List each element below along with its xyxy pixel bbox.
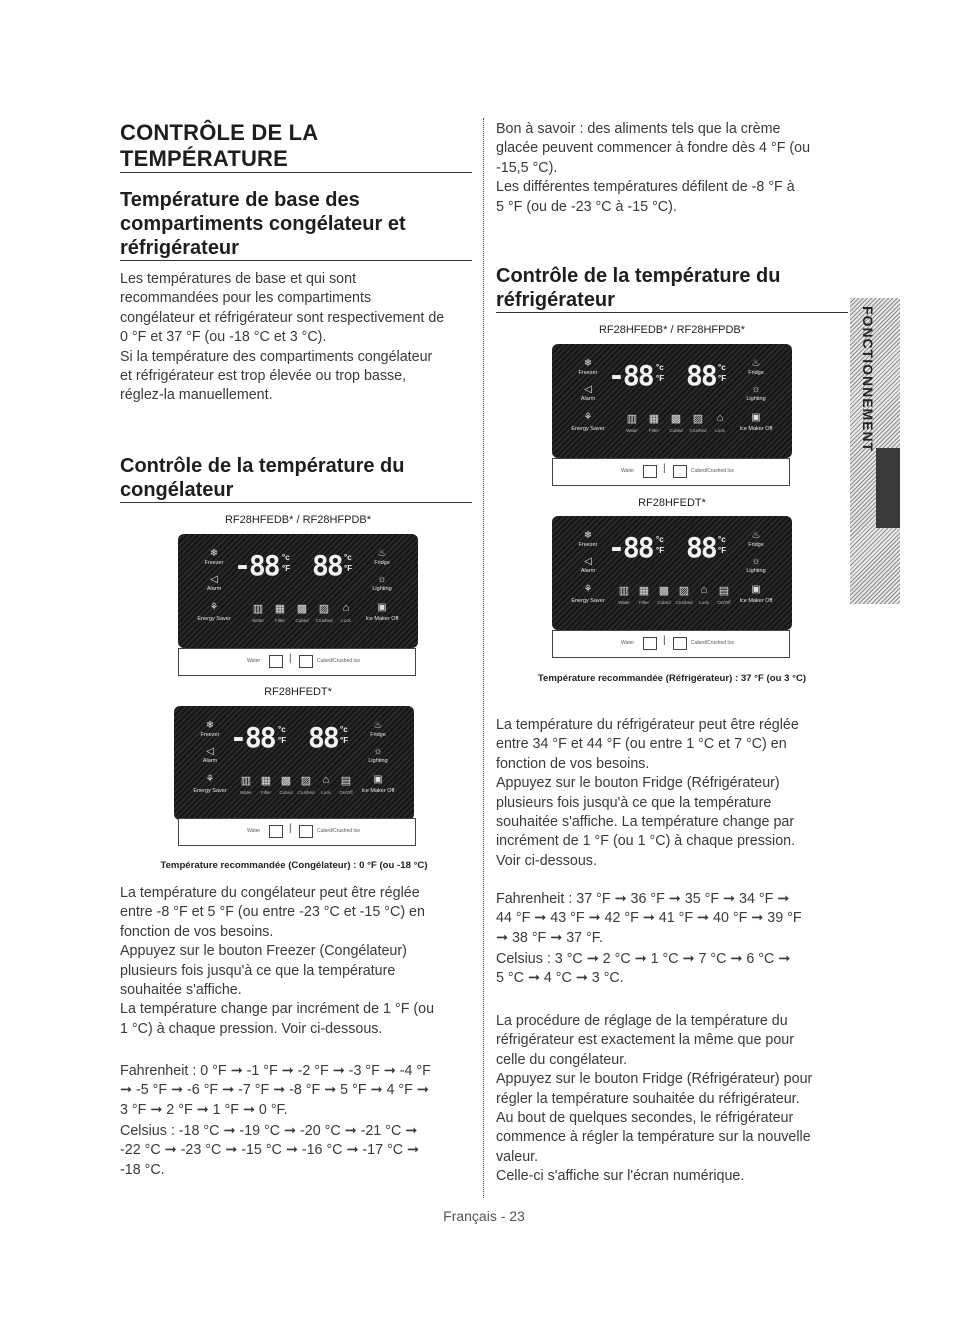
bottom-label: Crushed <box>315 618 333 623</box>
side-tab-marker <box>876 448 900 528</box>
ice-maker-off-label: Ice Maker Off <box>739 598 773 604</box>
energy-saver-label: Energy Saver <box>571 598 605 604</box>
ice-maker-icon: ▣ <box>751 412 761 423</box>
fridge-unit-c: °c <box>344 553 352 562</box>
lock-icon: ⌂ <box>322 774 330 786</box>
model-label: RF28HFEDB* / RF28HFPDB* <box>598 324 746 336</box>
freezer-label: Freezer <box>200 732 220 738</box>
freezer-label: Freezer <box>578 542 598 548</box>
water-label: Water <box>247 658 261 664</box>
alarm-label: Alarm <box>580 568 596 574</box>
dispenser-bar <box>552 458 790 486</box>
bottom-label: Filter <box>275 618 285 623</box>
freezer-unit-c: °c <box>656 535 664 544</box>
ice-button <box>673 465 687 478</box>
filter-icon: ▦ <box>260 775 272 787</box>
fridge-unit-f: °F <box>718 546 727 555</box>
section-base-temperatures-text: Les températures de base et qui sont recommandées pour les compartiments congélateur et réfrigérateur sont respectivement de 0 °F et 37 °F (ou -18 °C et 3 °C). Si la température des compartiments congélateur et réfrigérateur est trop élevée ou trop basse, réglez-la manuellement. <box>120 271 445 404</box>
freezer-icon: ❄ <box>205 720 215 731</box>
freezer-icon: ❄ <box>209 548 219 559</box>
alarm-icon: ◁ <box>210 574 218 585</box>
water-button <box>269 825 283 838</box>
energy-saver-icon: ⚘ <box>205 774 215 785</box>
ice-button <box>299 655 313 668</box>
dispenser-bar <box>178 818 416 846</box>
page-footer: Français - 23 <box>443 1208 525 1224</box>
section-side-tab <box>850 298 900 604</box>
control-panel-image <box>178 534 418 648</box>
control-panel-image <box>552 344 792 458</box>
fridge-digits: 88 <box>312 549 342 582</box>
alarm-label: Alarm <box>580 396 596 402</box>
energy-saver-label: Energy Saver <box>197 616 231 622</box>
lighting-icon: ☼ <box>751 556 761 567</box>
lighting-icon: ☼ <box>751 384 761 395</box>
lighting-icon: ☼ <box>377 574 387 585</box>
lock-icon: ⌂ <box>700 584 708 596</box>
bottom-label: Water <box>240 790 252 795</box>
lighting-label: Lighting <box>746 396 766 402</box>
crushed-icon: ▨ <box>318 603 330 615</box>
separator: | <box>289 653 292 664</box>
lock-icon: ⌂ <box>342 602 350 614</box>
bottom-label: Water <box>618 600 630 605</box>
energy-saver-label: Energy Saver <box>571 426 605 432</box>
freezer-digits: -88 <box>234 549 279 582</box>
side-tab-label: FONCTIONNEMENT <box>860 306 876 453</box>
section-title-base-temperatures: Température de base des compartiments congélateur et réfrigérateur <box>120 188 472 261</box>
ice-button <box>299 825 313 838</box>
fridge-digits: 88 <box>308 721 338 754</box>
filter-icon: ▦ <box>638 585 650 597</box>
dispenser-bar <box>552 630 790 658</box>
figure-caption-freezer: Température recommandée (Congélateur) : 0 °F (ou -18 °C) <box>160 860 428 871</box>
bottom-label: Crushed <box>675 600 693 605</box>
bottom-label: On/Off <box>339 790 353 795</box>
water-label: Water <box>621 640 635 646</box>
column-divider <box>483 118 484 1198</box>
fridge-icon: ♨ <box>373 720 383 731</box>
crushed-icon: ▨ <box>300 775 312 787</box>
freezer-digits: -88 <box>230 721 275 754</box>
water-button <box>643 465 657 478</box>
figure-caption-fridge: Température recommandée (Réfrigérateur) : 37 °F (ou 3 °C) <box>537 673 807 684</box>
bottom-label: Cubed <box>669 428 683 433</box>
freezer-unit-c: °c <box>278 725 286 734</box>
water-icon: ▥ <box>618 585 630 597</box>
section-title-fridge: Contrôle de la température du réfrigérateur <box>496 264 848 313</box>
freezer-label: Freezer <box>204 560 224 566</box>
freezer-unit-f: °F <box>278 736 287 745</box>
fridge-label: Fridge <box>748 370 764 376</box>
bottom-label: Lock <box>715 428 725 433</box>
fridge-unit-f: °F <box>340 736 349 745</box>
water-icon: ▥ <box>252 603 264 615</box>
energy-saver-label: Energy Saver <box>193 788 227 794</box>
ice-label: Cubed/Crushed Ice <box>691 468 735 474</box>
fridge-label: Fridge <box>748 542 764 548</box>
fridge-icon: ♨ <box>377 548 387 559</box>
bottom-label: Crushed <box>297 790 315 795</box>
freezer-digits: -88 <box>608 359 653 392</box>
fridge-unit-c: °c <box>718 363 726 372</box>
freezer-fahrenheit-sequence: Fahrenheit : 0 °F ➞ -1 °F ➞ -2 °F ➞ -3 °F ➞ -4 °F ➞ -5 °F ➞ -6 °F ➞ -7 °F ➞ -8 °F ➞ 5 °F ➞ 4 °F ➞ 3 °F ➞ 2 °F ➞ 1 °F ➞ 0 °F. <box>120 1063 431 1118</box>
freezer-unit-f: °F <box>656 546 665 555</box>
water-button <box>269 655 283 668</box>
bottom-label: Crushed <box>689 428 707 433</box>
bottom-label: Filter <box>639 600 649 605</box>
freezer-instructions: La température du congélateur peut être réglée entre -8 °F et 5 °F (ou entre -23 °C et -15 °C) en fonction de vos besoins. Appuyez sur le bouton Freezer (Congélateur) plusieurs fois jusqu'à ce que la température souhaitée s'affiche. La température change par incrément de 1 °F (ou 1 °C) à chaque pression. Voir ci-dessous. <box>120 885 435 1037</box>
fridge-icon: ♨ <box>751 530 761 541</box>
fridge-procedure: La procédure de réglage de la température du réfrigérateur est exactement la même que pour celle du congélateur. Appuyez sur le bouton Fridge (Réfrigérateur) pour régler la température souhaitée du réfrigérateur. Au bout de quelques secondes, le réfrigérateur commence à régler la température sur la nouvelle valeur. Celle-ci s'affiche sur l'écran numérique. <box>496 1013 813 1185</box>
ice-maker-icon: ▣ <box>373 774 383 785</box>
crushed-icon: ▨ <box>692 413 704 425</box>
control-panel-image <box>174 706 414 820</box>
energy-saver-icon: ⚘ <box>209 602 219 613</box>
control-panel-image <box>552 516 792 630</box>
water-label: Water <box>247 828 261 834</box>
fridge-unit-f: °F <box>718 374 727 383</box>
cubed-icon: ▩ <box>296 603 308 615</box>
bottom-label: Water <box>252 618 264 623</box>
fridge-icon: ♨ <box>751 358 761 369</box>
ice-maker-icon: ▣ <box>377 602 387 613</box>
lighting-label: Lighting <box>746 568 766 574</box>
page-title: CONTRÔLE DE LA TEMPÉRATURE <box>120 120 472 173</box>
ice-maker-off-label: Ice Maker Off <box>739 426 773 432</box>
model-label: RF28HFEDT* <box>638 497 706 509</box>
lock-icon: ⌂ <box>716 412 724 424</box>
ice-label: Cubed/Crushed Ice <box>691 640 735 646</box>
bottom-label: Filter <box>261 790 271 795</box>
fridge-unit-f: °F <box>344 564 353 573</box>
alarm-icon: ◁ <box>584 556 592 567</box>
alarm-icon: ◁ <box>206 746 214 757</box>
fridge-label: Fridge <box>370 732 386 738</box>
ice-maker-off-label: Ice Maker Off <box>361 788 395 794</box>
water-button <box>643 637 657 650</box>
bottom-label: Lock <box>341 618 351 623</box>
power-icon: ▤ <box>340 775 352 787</box>
fridge-celsius-sequence: Celsius : 3 °C ➞ 2 °C ➞ 1 °C ➞ 7 °C ➞ 6 °C ➞ 5 °C ➞ 4 °C ➞ 3 °C. <box>496 951 791 987</box>
bottom-label: Lock <box>699 600 709 605</box>
dispenser-bar <box>178 648 416 676</box>
fridge-digits: 88 <box>686 359 716 392</box>
cubed-icon: ▩ <box>280 775 292 787</box>
fridge-unit-c: °c <box>718 535 726 544</box>
lighting-label: Lighting <box>368 758 388 764</box>
energy-saver-icon: ⚘ <box>583 584 593 595</box>
fridge-label: Fridge <box>374 560 390 566</box>
freezer-unit-c: °c <box>282 553 290 562</box>
ice-maker-icon: ▣ <box>751 584 761 595</box>
separator: | <box>663 463 666 474</box>
ice-label: Cubed/Crushed Ice <box>317 828 361 834</box>
ice-label: Cubed/Crushed Ice <box>317 658 361 664</box>
bottom-label: Water <box>626 428 638 433</box>
fridge-instructions: La température du réfrigérateur peut être réglée entre 34 °F et 44 °F (ou entre 1 °C et 7 °C) en fonction de vos besoins. Appuyez sur le bouton Fridge (Réfrigérateur) plusieurs fois jusqu'à ce que la température souhaitée s'affiche. La température change par incrément de 1 °F (ou 1 °C) à chaque pression. Voir ci-dessous. <box>496 717 799 869</box>
crushed-icon: ▨ <box>678 585 690 597</box>
bottom-label: Lock <box>321 790 331 795</box>
fridge-digits: 88 <box>686 531 716 564</box>
bottom-label: On/Off <box>717 600 731 605</box>
fridge-fahrenheit-sequence: Fahrenheit : 37 °F ➞ 36 °F ➞ 35 °F ➞ 34 °F ➞ 44 °F ➞ 43 °F ➞ 42 °F ➞ 41 °F ➞ 40 °F ➞ 39 °F ➞ 38 °F ➞ 37 °F. <box>496 891 802 946</box>
ice-maker-off-label: Ice Maker Off <box>365 616 399 622</box>
intro-note: Bon à savoir : des aliments tels que la crème glacée peuvent commencer à fondre dès 4 °F (ou -15,5 °C). Les différentes températures défilent de -8 °F à 5 °F (ou de -23 °C à -15 °C). <box>496 121 811 215</box>
energy-saver-icon: ⚘ <box>583 412 593 423</box>
freezer-unit-f: °F <box>282 564 291 573</box>
cubed-icon: ▩ <box>670 413 682 425</box>
section-title-freezer: Contrôle de la température du congélateur <box>120 454 472 503</box>
freezer-label: Freezer <box>578 370 598 376</box>
freezer-icon: ❄ <box>583 358 593 369</box>
fridge-unit-c: °c <box>340 725 348 734</box>
model-label: RF28HFEDT* <box>264 686 332 698</box>
freezer-unit-c: °c <box>656 363 664 372</box>
filter-icon: ▦ <box>274 603 286 615</box>
separator: | <box>289 823 292 834</box>
alarm-icon: ◁ <box>584 384 592 395</box>
bottom-label: Filter <box>649 428 659 433</box>
bottom-label: Cubed <box>295 618 309 623</box>
freezer-celsius-sequence: Celsius : -18 °C ➞ -19 °C ➞ -20 °C ➞ -21 °C ➞ -22 °C ➞ -23 °C ➞ -15 °C ➞ -16 °C ➞ -17 °C ➞ -18 °C. <box>120 1123 420 1178</box>
alarm-label: Alarm <box>206 586 222 592</box>
freezer-digits: -88 <box>608 531 653 564</box>
freezer-icon: ❄ <box>583 530 593 541</box>
bottom-label: Cubed <box>657 600 671 605</box>
bottom-label: Cubed <box>279 790 293 795</box>
cubed-icon: ▩ <box>658 585 670 597</box>
lighting-label: Lighting <box>372 586 392 592</box>
alarm-label: Alarm <box>202 758 218 764</box>
water-icon: ▥ <box>240 775 252 787</box>
power-icon: ▤ <box>718 585 730 597</box>
lighting-icon: ☼ <box>373 746 383 757</box>
water-label: Water <box>621 468 635 474</box>
model-label: RF28HFEDB* / RF28HFPDB* <box>224 514 372 526</box>
ice-button <box>673 637 687 650</box>
separator: | <box>663 635 666 646</box>
filter-icon: ▦ <box>648 413 660 425</box>
freezer-unit-f: °F <box>656 374 665 383</box>
water-icon: ▥ <box>626 413 638 425</box>
